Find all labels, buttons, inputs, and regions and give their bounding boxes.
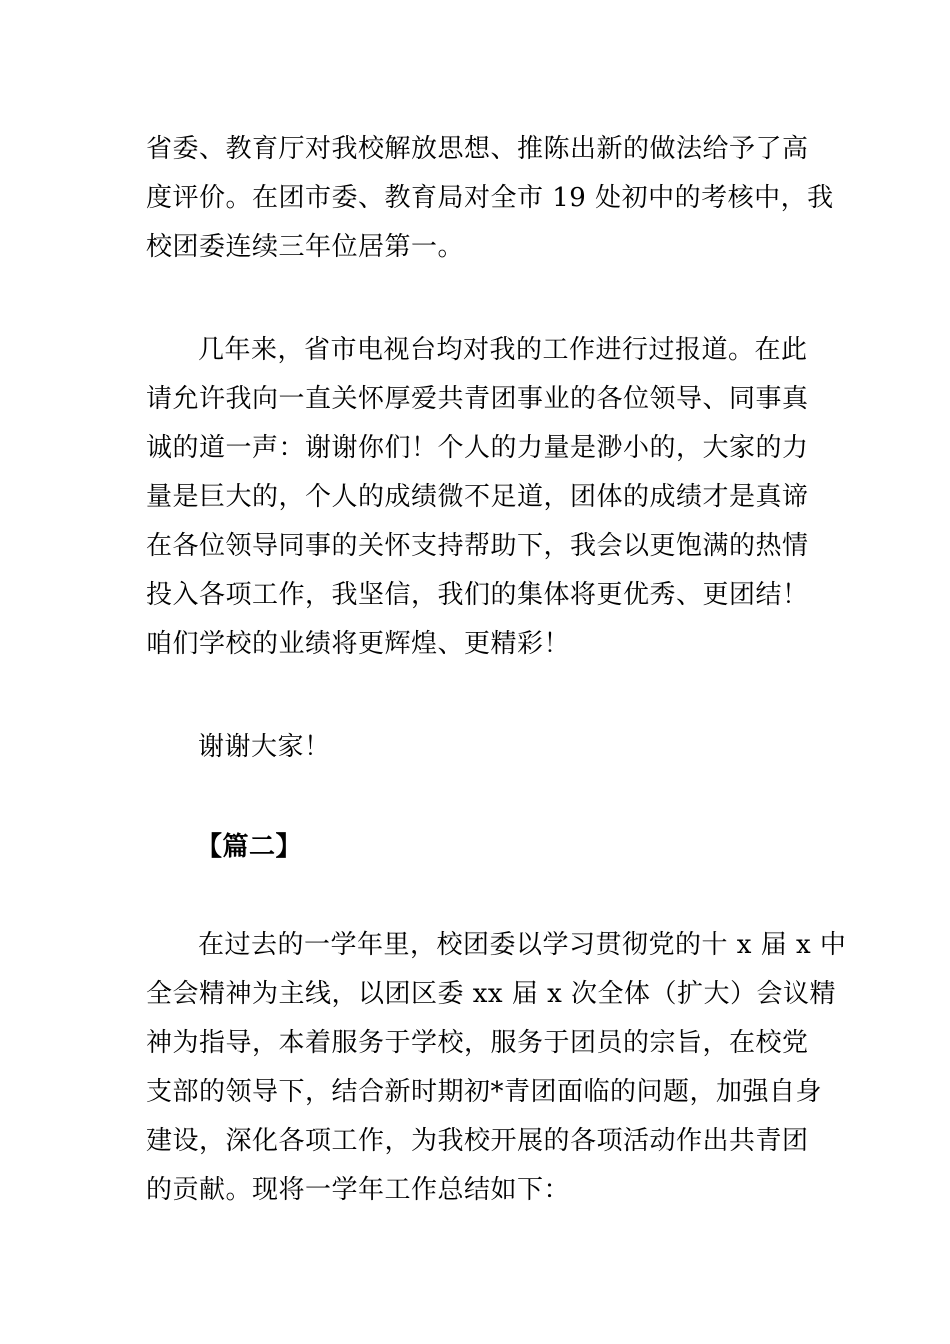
text-line: 谢谢大家！ [198,732,331,762]
text-line: 几年来，省市电视台均对我的工作进行过报道。在此 [198,335,808,365]
text-line: 神为指导，本着服务于学校，服务于团员的宗旨，在校党 [146,1028,809,1058]
text-line: 咱们学校的业绩将更辉煌、更精彩！ [146,629,571,659]
paragraph-thanks-message [146,326,808,669]
text-line: 校团委连续三年位居第一。 [146,232,465,262]
text-line: 诚的道一声：谢谢你们！个人的力量是渺小的，大家的力 [146,433,809,463]
text-line: 量是巨大的，个人的成绩微不足道，团体的成绩才是真谛 [146,482,809,512]
paragraph-summary-intro [146,921,847,1215]
paragraph-closing [146,723,808,772]
text-line: 支部的领导下，结合新时期初*青团面临的问题，加强自身 [146,1077,823,1107]
paragraph-evaluation [146,125,834,272]
text-line: 请允许我向一直关怀厚爱共青团事业的各位领导、同事真 [146,384,809,414]
section-title: 【篇二】 [196,832,303,862]
text-line: 度评价。在团市委、教育局对全市 19 处初中的考核中，我 [146,183,834,213]
text-line: 在各位领导同事的关怀支持帮助下，我会以更饱满的热情 [146,531,809,561]
text-line: 建设，深化各项工作，为我校开展的各项活动作出共青团 [146,1126,809,1156]
section-heading [146,823,808,872]
text-line: 在过去的一学年里，校团委以学习贯彻党的十 x 届 x 中 [198,930,847,960]
text-line: 的贡献。现将一学年工作总结如下： [146,1175,571,1205]
text-line: 投入各项工作，我坚信，我们的集体将更优秀、更团结！ [146,580,809,610]
text-line: 省委、教育厅对我校解放思想、推陈出新的做法给予了高 [146,134,809,164]
text-line: 全会精神为主线，以团区委 xx 届 x 次全体（扩大）会议精 [146,979,837,1009]
